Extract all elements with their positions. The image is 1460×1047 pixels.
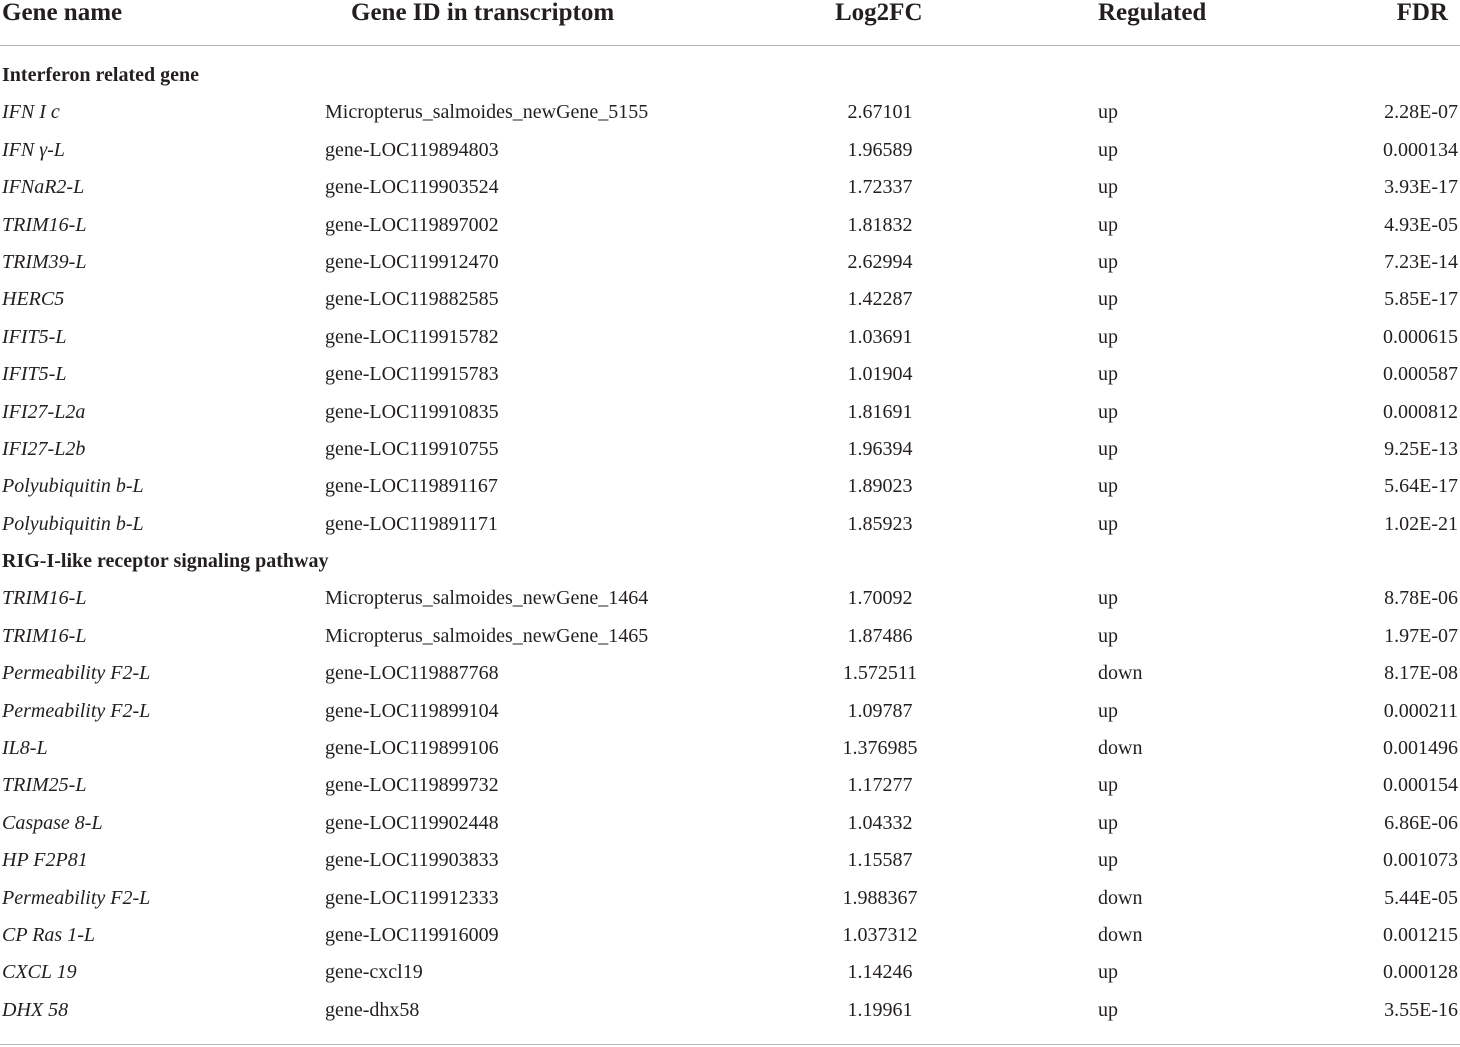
gene-id-cell: gene-LOC119902448 — [325, 811, 499, 834]
table-row — [0, 995, 1460, 1032]
gene-id-cell: gene-LOC119912333 — [325, 886, 499, 909]
gene-name-cell: Permeability F2-L — [2, 699, 151, 722]
header-log2fc: Log2FC — [835, 0, 923, 26]
gene-id-cell: gene-LOC119894803 — [325, 138, 499, 161]
fdr-cell: 0.001496 — [1383, 737, 1458, 760]
log2fc-cell: 1.72337 — [847, 176, 913, 199]
gene-id-cell: gene-dhx58 — [325, 998, 420, 1021]
log2fc-cell: 1.96589 — [847, 138, 913, 161]
log2fc-cell: 1.19961 — [847, 998, 913, 1021]
regulated-cell: up — [1098, 400, 1118, 423]
gene-id-cell: gene-LOC119891167 — [325, 475, 498, 498]
header-gene-name: Gene name — [2, 0, 123, 26]
gene-name-cell: Permeability F2-L — [2, 662, 151, 685]
regulated-cell: down — [1098, 662, 1143, 685]
log2fc-cell: 1.572511 — [842, 662, 918, 685]
fdr-cell: 3.55E-16 — [1384, 998, 1458, 1021]
log2fc-cell: 1.17277 — [847, 774, 913, 797]
regulated-cell: up — [1098, 325, 1118, 348]
regulated-cell: down — [1098, 886, 1143, 909]
gene-name-cell: IFIT5-L — [2, 325, 67, 348]
regulated-cell: up — [1098, 811, 1118, 834]
fdr-cell: 0.001073 — [1383, 849, 1458, 872]
table-row — [0, 883, 1460, 920]
regulated-cell: up — [1098, 849, 1118, 872]
gene-name-cell: Polyubiquitin b-L — [2, 475, 144, 498]
log2fc-cell: 1.03691 — [847, 325, 913, 348]
regulated-cell: up — [1098, 250, 1118, 273]
fdr-cell: 1.97E-07 — [1384, 624, 1458, 647]
table-row — [0, 509, 1460, 546]
table-row — [0, 135, 1460, 172]
fdr-cell: 8.78E-06 — [1384, 587, 1458, 610]
regulated-cell: up — [1098, 587, 1118, 610]
gene-name-cell: HERC5 — [2, 288, 65, 311]
regulated-cell: up — [1098, 288, 1118, 311]
fdr-cell: 6.86E-06 — [1384, 811, 1458, 834]
gene-name-cell: DHX 58 — [2, 998, 69, 1021]
table-row — [0, 808, 1460, 845]
fdr-cell: 1.02E-21 — [1384, 512, 1458, 535]
gene-id-cell: gene-LOC119910835 — [325, 400, 499, 423]
log2fc-cell: 1.988367 — [842, 886, 918, 909]
bottom-rule — [0, 1044, 1460, 1045]
log2fc-cell: 1.85923 — [847, 512, 913, 535]
header-regulated: Regulated — [1098, 0, 1207, 26]
log2fc-cell: 1.81832 — [847, 213, 913, 236]
gene-name-cell: TRIM16-L — [2, 624, 87, 647]
table-row — [0, 658, 1460, 695]
regulated-cell: up — [1098, 176, 1118, 199]
table-row — [0, 247, 1460, 284]
regulated-cell: up — [1098, 213, 1118, 236]
table-row — [0, 210, 1460, 247]
fdr-cell: 5.44E-05 — [1384, 886, 1458, 909]
gene-id-cell: gene-LOC119899104 — [325, 699, 499, 722]
gene-name-cell: TRIM25-L — [2, 774, 87, 797]
table-row — [0, 957, 1460, 994]
gene-name-cell: TRIM39-L — [2, 250, 87, 273]
gene-name-cell: IFI27-L2b — [2, 437, 86, 460]
table-row — [0, 845, 1460, 882]
section-title: RIG-I-like receptor signaling pathway — [2, 550, 329, 573]
regulated-cell: up — [1098, 101, 1118, 124]
regulated-cell: up — [1098, 961, 1118, 984]
fdr-cell: 0.001215 — [1383, 923, 1458, 946]
log2fc-cell: 1.81691 — [847, 400, 913, 423]
fdr-cell: 2.28E-07 — [1384, 101, 1458, 124]
fdr-cell: 7.23E-14 — [1384, 250, 1458, 273]
log2fc-cell: 1.15587 — [847, 849, 913, 872]
fdr-cell: 0.000134 — [1383, 138, 1458, 161]
table-body — [0, 46, 1460, 1032]
table-row — [0, 770, 1460, 807]
table-row — [0, 434, 1460, 471]
log2fc-cell: 2.62994 — [847, 250, 913, 273]
table-row — [0, 322, 1460, 359]
gene-id-cell: gene-LOC119899106 — [325, 737, 499, 760]
table-row — [0, 284, 1460, 321]
gene-name-cell: CXCL 19 — [2, 961, 77, 984]
gene-id-cell: Micropterus_salmoides_newGene_1464 — [325, 587, 649, 610]
log2fc-cell: 1.42287 — [847, 288, 913, 311]
gene-id-cell: Micropterus_salmoides_newGene_5155 — [325, 101, 649, 124]
log2fc-cell: 1.96394 — [847, 437, 913, 460]
gene-id-cell: gene-LOC119899732 — [325, 774, 499, 797]
log2fc-cell: 1.09787 — [847, 699, 913, 722]
table-row — [0, 172, 1460, 209]
gene-id-cell: gene-LOC119897002 — [325, 213, 499, 236]
gene-id-cell: gene-LOC119915782 — [325, 325, 499, 348]
fdr-cell: 0.000211 — [1383, 699, 1458, 722]
gene-name-cell: HP F2P81 — [2, 849, 88, 872]
log2fc-cell: 1.037312 — [842, 923, 918, 946]
gene-name-cell: IFNaR2-L — [2, 176, 85, 199]
log2fc-cell: 1.01904 — [847, 363, 913, 386]
header-fdr: FDR — [1396, 0, 1448, 26]
gene-id-cell: gene-LOC119916009 — [325, 923, 499, 946]
table-row — [0, 920, 1460, 957]
section-title: Interferon related gene — [2, 64, 199, 86]
log2fc-cell: 1.70092 — [847, 587, 913, 610]
section-row — [0, 546, 1460, 583]
table-header — [0, 0, 1460, 46]
section-row — [0, 60, 1460, 97]
header-gene-id: Gene ID in transcriptom — [351, 0, 615, 26]
log2fc-cell: 1.14246 — [847, 961, 913, 984]
gene-name-cell: Caspase 8-L — [2, 811, 103, 834]
regulated-cell: up — [1098, 624, 1118, 647]
gene-id-cell: gene-LOC119903524 — [325, 176, 499, 199]
fdr-cell: 5.85E-17 — [1384, 288, 1458, 311]
gene-id-cell: gene-LOC119903833 — [325, 849, 499, 872]
gene-name-cell: IFI27-L2a — [2, 400, 86, 423]
fdr-cell: 9.25E-13 — [1384, 437, 1458, 460]
gene-name-cell: IL8-L — [2, 737, 48, 760]
gene-name-cell: IFIT5-L — [2, 363, 67, 386]
gene-id-cell: gene-cxcl19 — [325, 961, 423, 984]
fdr-cell: 5.64E-17 — [1384, 475, 1458, 498]
gene-name-cell: TRIM16-L — [2, 587, 87, 610]
gene-name-cell: Polyubiquitin b-L — [2, 512, 144, 535]
log2fc-cell: 1.89023 — [847, 475, 913, 498]
table-row — [0, 696, 1460, 733]
log2fc-cell: 1.87486 — [847, 624, 913, 647]
regulated-cell: up — [1098, 475, 1118, 498]
table-row — [0, 621, 1460, 658]
table-row — [0, 733, 1460, 770]
regulated-cell: up — [1098, 512, 1118, 535]
table-row — [0, 583, 1460, 620]
fdr-cell: 0.000812 — [1383, 400, 1458, 423]
gene-id-cell: gene-LOC119891171 — [325, 512, 498, 535]
gene-id-cell: gene-LOC119882585 — [325, 288, 499, 311]
table-row — [0, 359, 1460, 396]
log2fc-cell: 1.04332 — [847, 811, 913, 834]
fdr-cell: 0.000615 — [1383, 325, 1458, 348]
fdr-cell: 0.000154 — [1383, 774, 1458, 797]
regulated-cell: up — [1098, 699, 1118, 722]
gene-id-cell: gene-LOC119915783 — [325, 363, 499, 386]
fdr-cell: 3.93E-17 — [1384, 176, 1458, 199]
fdr-cell: 8.17E-08 — [1384, 662, 1458, 685]
gene-name-cell: IFN I c — [2, 101, 60, 124]
regulated-cell: down — [1098, 737, 1143, 760]
table-row — [0, 471, 1460, 508]
gene-id-cell: Micropterus_salmoides_newGene_1465 — [325, 624, 649, 647]
fdr-cell: 4.93E-05 — [1384, 213, 1458, 236]
fdr-cell: 0.000587 — [1383, 363, 1458, 386]
gene-name-cell: CP Ras 1-L — [2, 923, 95, 946]
gene-name-cell: TRIM16-L — [2, 213, 87, 236]
regulated-cell: up — [1098, 774, 1118, 797]
gene-id-cell: gene-LOC119910755 — [325, 437, 499, 460]
log2fc-cell: 1.376985 — [842, 737, 918, 760]
regulated-cell: down — [1098, 923, 1143, 946]
regulated-cell: up — [1098, 998, 1118, 1021]
gene-name-cell: IFN γ-L — [2, 138, 65, 161]
fdr-cell: 0.000128 — [1383, 961, 1458, 984]
log2fc-cell: 2.67101 — [847, 101, 913, 124]
gene-name-cell: Permeability F2-L — [2, 886, 151, 909]
regulated-cell: up — [1098, 138, 1118, 161]
gene-id-cell: gene-LOC119912470 — [325, 250, 499, 273]
table-row — [0, 97, 1460, 134]
table-row — [0, 397, 1460, 434]
regulated-cell: up — [1098, 363, 1118, 386]
gene-id-cell: gene-LOC119887768 — [325, 662, 499, 685]
regulated-cell: up — [1098, 437, 1118, 460]
